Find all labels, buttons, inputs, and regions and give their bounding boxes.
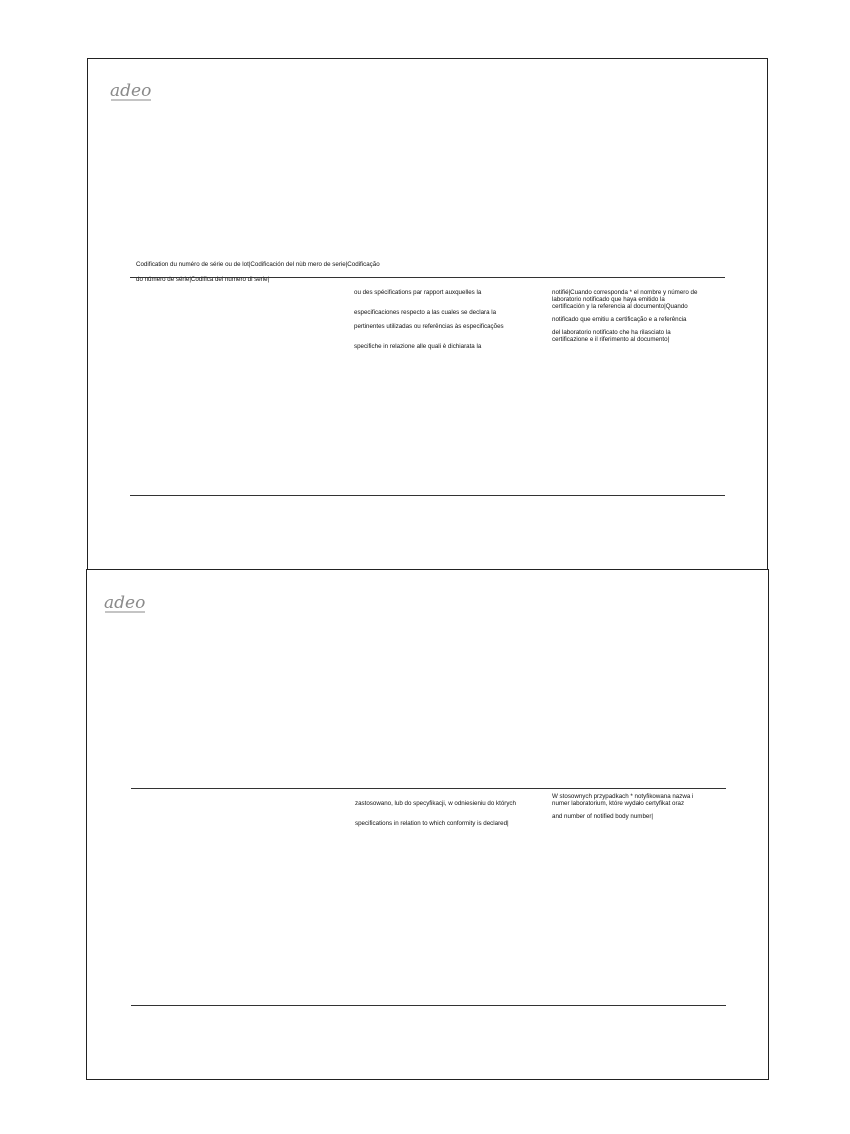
- document-sheet-1: [87, 58, 768, 569]
- mid-column-text-1: ou des spécifications par rapport auxquelles la: [354, 289, 482, 296]
- adeo-logo-mark: [109, 78, 157, 104]
- document-sheet-2: [86, 569, 769, 1080]
- adeo-logo-mark: [103, 590, 151, 616]
- svg-text:adeo: adeo: [104, 593, 146, 613]
- right-column-text-2: and number of notified body number|: [552, 813, 654, 820]
- right-column-text-1: notifié|Cuando corresponda * el nombre y número de laboratorio notificado que haya emitido la certificación y la referencia al documento|Quando: [552, 289, 698, 311]
- svg-text:adeo: adeo: [110, 81, 152, 101]
- right-column-text-1: W stosownych przypadkach * notyfikowana nazwa i numer laboratorium, które wydało certyfikat oraz: [552, 793, 694, 808]
- serial-number-label: [136, 254, 436, 290]
- table-bottom-rule: [131, 1005, 726, 1006]
- mid-column-text-2: especificaciones respecto a las cuales se declara la: [354, 309, 497, 316]
- adeo-logo: [103, 590, 151, 616]
- adeo-logo: [109, 78, 157, 104]
- right-column-text-2: notificado que emitiu a certificação e a referência: [552, 316, 687, 323]
- right-column-text-3: del laboratorio notificato che ha rilasciato la certificazione e il riferimento al documento|: [552, 329, 671, 344]
- serial-label-line1: Codification du numéro de série ou de lot|Codificación del nùb mero de serie|Codificação: [136, 261, 380, 269]
- table-top-rule: [130, 277, 725, 278]
- table-top-rule: [131, 788, 726, 789]
- mid-column-text-3: pertinentes utilizadas ou referências às especificações: [354, 323, 504, 330]
- serial-label-line2: do número de série|Codifica del numero di serie|: [136, 275, 270, 283]
- table-bottom-rule: [130, 495, 725, 496]
- mid-column-text-4: specifiche in relazione alle quali è dichiarata la: [354, 343, 482, 350]
- mid-column-text-2: specifications in relation to which conformity is declared|: [355, 820, 509, 827]
- mid-column-text-1: zastosowano, lub do specyfikacji, w odniesieniu do których: [355, 800, 516, 807]
